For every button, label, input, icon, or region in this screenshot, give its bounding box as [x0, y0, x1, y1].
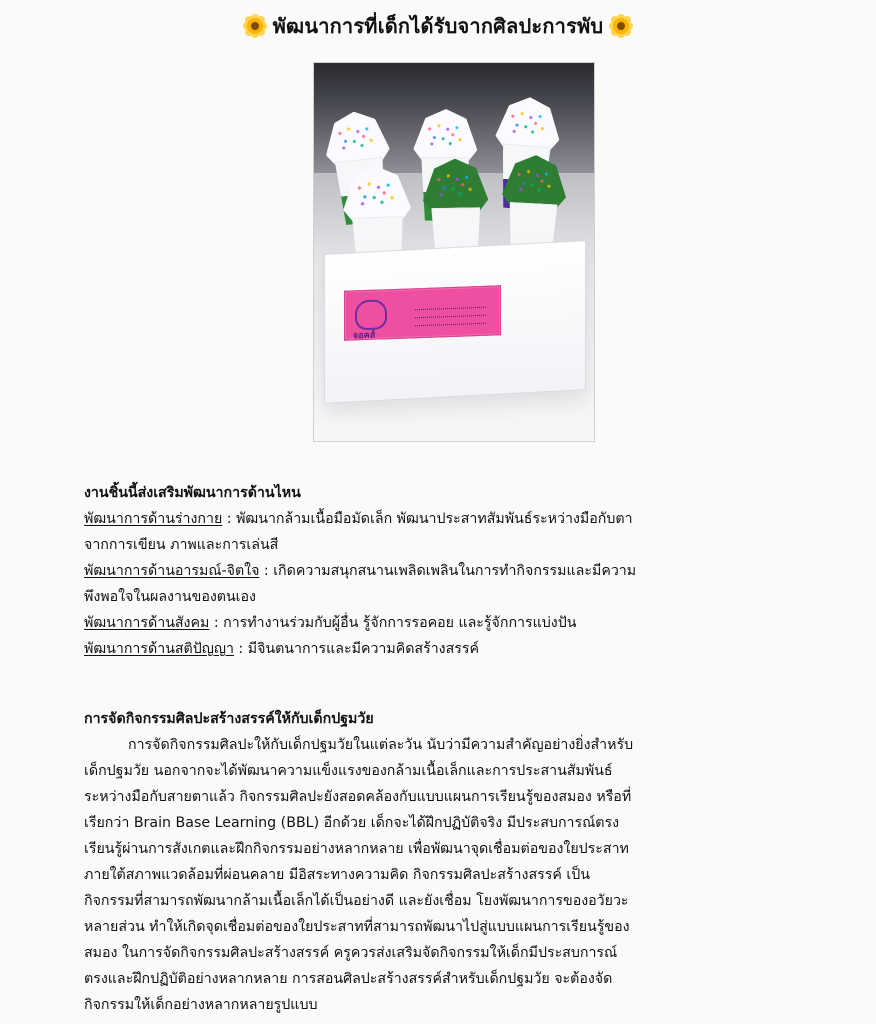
paragraph-line: เรียนรู้ผ่านการสังเกตและฝึกกิจกรรมอย่างหลากหลาย เพื่อพัฒนาจุดเชื่อมต่อของใยประสาท	[84, 841, 629, 857]
development-item-emotional	[84, 558, 804, 584]
section-spacing	[84, 662, 804, 706]
development-text: : การทำงานร่วมกับผู้อื่น รู้จักการรอคอย และรู้จักการแบ่งปัน	[209, 615, 577, 631]
body-paragraph	[84, 732, 804, 1018]
paragraph-line: เรียกว่า Brain Base Learning (BBL) อีกด้วย เด็กจะได้ฝึกปฏิบัติจริง มีประสบการณ์ตรง	[84, 815, 620, 831]
development-label: พัฒนาการด้านสังคม	[84, 615, 210, 631]
development-label: พัฒนาการด้านร่างกาย	[84, 511, 223, 527]
price-label	[344, 285, 501, 340]
paragraph-line: หลายส่วน ทำให้เกิดจุดเชื่อมต่อของใยประสาทที่สามารถพัฒนาไปสู่แบบแผนการเรียนรู้ของ	[84, 919, 630, 935]
main-content	[84, 480, 804, 1018]
cupcake-cap	[342, 165, 412, 222]
paper-craft-photo	[313, 62, 595, 442]
development-item-intellectual	[84, 636, 804, 662]
handwritten-price-lines	[415, 302, 486, 325]
paragraph-line: เด็กปฐมวัย นอกจากจะได้พัฒนาความแข็งแรงของกล้ามเนื้อเล็กและการประสานสัมพันธ์	[84, 763, 613, 779]
development-item-social	[84, 610, 804, 636]
development-item-continued: พึงพอใจในผลงานของตนเอง	[84, 589, 256, 605]
page-header	[0, 10, 876, 42]
paragraph-line: สมอง ในการจัดกิจกรรมศิลปะสร้างสรรค์ ครูควรส่งเสริมจัดกิจกรรมให้เด็กมีประสบการณ์	[84, 945, 618, 961]
sunflower-icon	[611, 16, 631, 36]
price-label-content	[353, 294, 492, 342]
development-text: : เกิดความสนุกสนานเพลิดเพลินในการทำกิจกรรมและมีความ	[259, 563, 637, 579]
brand-logo-icon	[355, 299, 387, 330]
cupcake-cap	[413, 108, 478, 161]
paragraph-line: กิจกรรมที่สามารถพัฒนากล้ามเนื้อเล็กได้เป็นอย่างดี และยังเชื่อม โยงพัฒนาการของอวัยวะ	[84, 893, 629, 909]
section-heading: งานชิ้นนี้ส่งเสริมพัฒนาการด้านไหน	[84, 485, 301, 501]
development-item-physical	[84, 506, 804, 532]
paragraph-line: ภายใต้สภาพแวดล้อมที่ผ่อนคลาย มีอิสระทางความคิด กิจกรรมศิลปะสร้างสรรค์ เป็น	[84, 867, 590, 883]
development-text: : พัฒนากล้ามเนื้อมือมัดเล็ก พัฒนาประสาทสัมพันธ์ระหว่างมือกับตา	[222, 511, 633, 527]
cupcake-cap	[501, 153, 568, 208]
paragraph-line: กิจกรรมให้เด็กอย่างหลากหลายรูปแบบ	[84, 997, 318, 1013]
development-text: : มีจินตนาการและมีความคิดสร้างสรรค์	[233, 641, 479, 657]
cupcake-cap	[495, 95, 562, 151]
development-item-continued: จากการเขียน ภาพและการเล่นสี	[84, 537, 279, 553]
paragraph-line: การจัดกิจกรรมศิลปะให้กับเด็กปฐมวัยในแต่ละวัน นับว่ามีความสำคัญอย่างยิ่งสำหรับ	[128, 737, 634, 753]
brand-name: จอคส์	[353, 330, 376, 342]
sunflower-icon	[245, 16, 265, 36]
section-heading: การจัดกิจกรรมศิลปะสร้างสรรค์ให้กับเด็กปฐมวัย	[84, 711, 374, 727]
development-label: พัฒนาการด้านสติปัญญา	[84, 641, 234, 657]
development-label: พัฒนาการด้านอารมณ์-จิตใจ	[84, 563, 260, 579]
page-title: พัฒนาการที่เด็กได้รับจากศิลปะการพับ	[272, 14, 604, 38]
cupcake-cap	[422, 158, 488, 212]
paragraph-line: ตรงและฝึกปฏิบัติอย่างหลากหลาย การสอนศิลปะสร้างสรรค์สำหรับเด็กปฐมวัย จะต้องจัด	[84, 971, 613, 987]
paragraph-line: ระหว่างมือกับสายตาแล้ว กิจกรรมศิลปะยังสอดคล้องกับแบบแผนการเรียนรู้ของสมอง หรือที่	[84, 789, 632, 805]
